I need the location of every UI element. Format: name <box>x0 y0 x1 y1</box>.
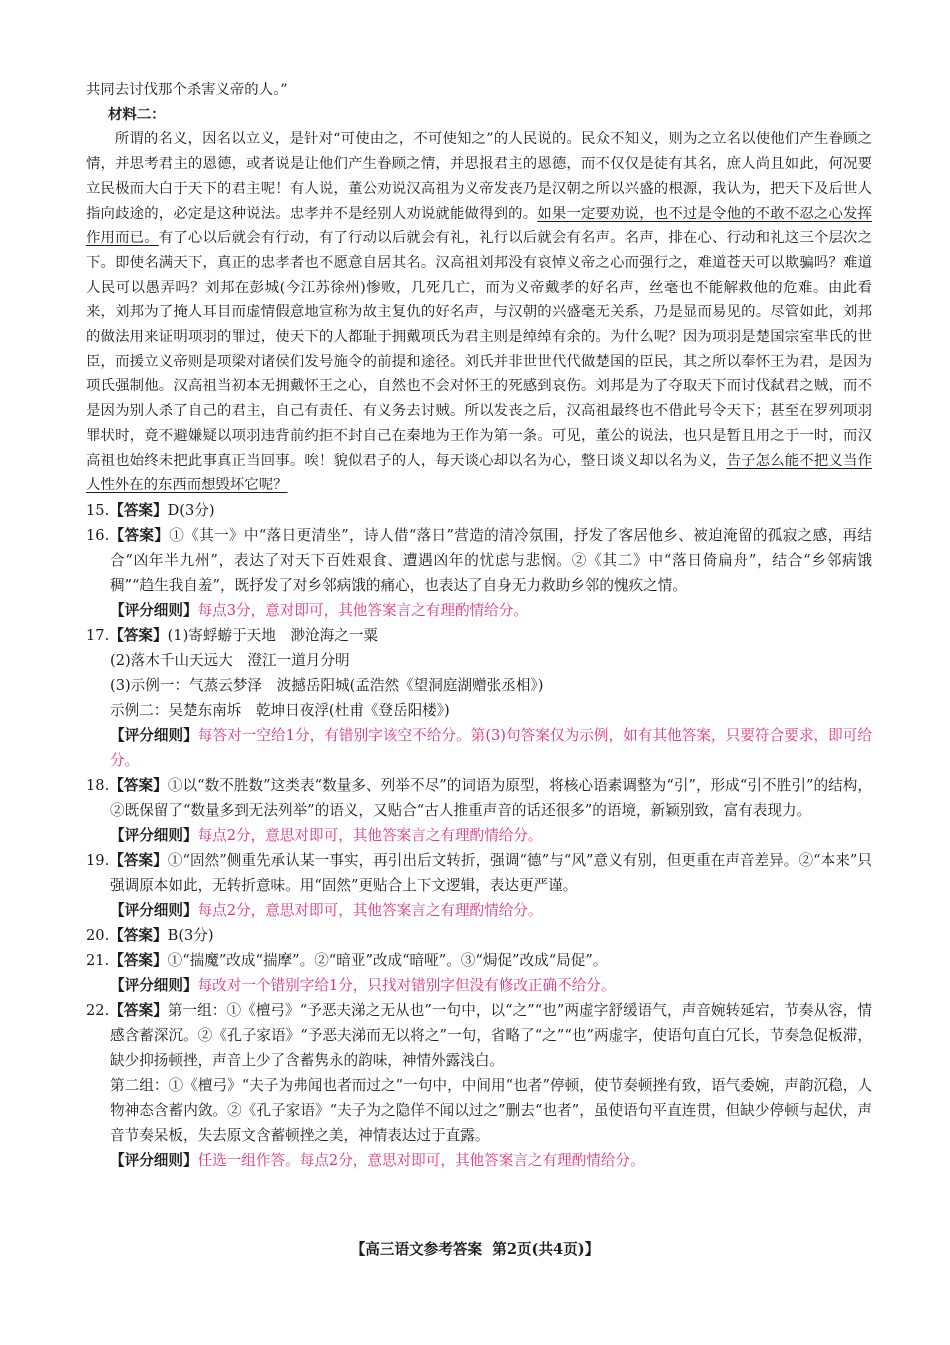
answer-tag: 【答案】 <box>109 851 168 869</box>
answer-tag: 【答案】 <box>109 501 168 519</box>
scoring-22 <box>110 1148 872 1173</box>
scoring-text: 每点2分，意思对即可，其他答案言之有理酌情给分。 <box>197 901 543 919</box>
answer-text: D(3分) <box>167 501 215 519</box>
answer-15 <box>86 498 872 523</box>
scoring-tag: 【评分细则】 <box>110 976 198 994</box>
material-text-part1: 所谓的名义，因名以立义，是针对“可使由之，不可使知之”的人民说的。民众不知义，则为之立名以使他们产生眷顾之情，并思考君主的恩德，或者说是让他们产生眷顾之情，并思报君主的恩德，而不仅仅是徒有其名，庶人尚且如此，何况要立民极而大白于天下的君主呢！有人说，董公劝说汉高祖为义帝发丧乃是汉朝之所以兴盛的根源，我认为，把天下及后世人指向歧途的，必定是这种说法。忠孝并不是经别人劝说就能做得到的。 <box>86 131 872 222</box>
scoring-18 <box>110 823 872 848</box>
answer-20 <box>86 923 872 948</box>
scoring-19 <box>110 898 872 923</box>
underlined-sentence-2: 告子怎么能不把义当作人性外在的东西而想毁坏它呢？ <box>86 452 872 494</box>
answer-17-line3: (3)示例一：气蒸云梦泽 波撼岳阳城(孟浩然《望洞庭湖赠张丞相》) <box>110 676 544 694</box>
answer-tag: 【答案】 <box>109 626 168 644</box>
answer-22-group2: 第二组：①《檀弓》“夫子为弗闻也者而过之”一句中，中间用“也者”停顿，使节奏顿挫有致，语气委婉，声韵沉稳，人物神态含蓄内敛。②《孔子家语》“夫子为之隐佯不闻以过之”删去“也者”，虽使语句平直连贯，但缺少停顿与起伏，声音节奏呆板，失去原文含蓄顿挫之美，神情表达过于直露。 <box>110 1076 872 1144</box>
question-number: 21. <box>86 951 110 969</box>
page-content <box>86 78 872 1173</box>
question-number: 16. <box>86 526 110 544</box>
question-number: 22. <box>86 1001 110 1019</box>
answer-text: ①《其一》中“落日更清坐”，诗人借“落日”营造的清冷氛围，抒发了客居他乡、被迫淹留的孤寂之感，再结合“凶年半九州”，表达了对天下百姓艰食、遭遇凶年的忧虑与悲悯。②《其二》中“落日倚扁舟”，结合“乡邻病饿稠”“趋生我自羞”，既抒发了对乡邻病饿的痛心，也表达了自身无力救助乡邻的愧疚之情。 <box>110 526 872 594</box>
scoring-tag: 【评分细则】 <box>110 901 198 919</box>
question-number: 19. <box>86 851 110 869</box>
footer-title: 【高三语文参考答案 <box>350 1241 483 1258</box>
answer-text: B(3分) <box>167 926 214 944</box>
page-footer <box>0 1238 950 1259</box>
question-number: 15. <box>86 501 110 519</box>
answer-text: ①“揣魔”改成“揣摩”。②“暗亚”改成“暗哑”。③“焗促”改成“局促”。 <box>167 951 608 969</box>
answer-17 <box>86 623 872 648</box>
continued-line: 共同去讨伐那个杀害义帝的人。” <box>86 82 288 98</box>
answer-text: ①“固然”侧重先承认某一事实，再引出后文转折，强调“德”与“风”意义有别，但更重在声音差异。②“本来”只强调原本如此，无转折意味。用“固然”更贴合上下文逻辑，表达更严谨。 <box>110 851 872 894</box>
answer-22 <box>86 998 872 1073</box>
scoring-21 <box>110 973 872 998</box>
answer-tag: 【答案】 <box>109 926 168 944</box>
material-paragraph <box>86 127 872 498</box>
answer-text: ①以“数不胜数”这类表“数量多、列举不尽”的词语为原型，将核心语素调整为“引”，形成“引不胜引”的结构，②既保留了“数量多到无法列举”的语义，又贴合“古人推重声音的话还很多”的语境，新颖别致，富有表现力。 <box>110 776 872 819</box>
answer-19 <box>86 848 872 898</box>
scoring-16 <box>110 598 872 623</box>
scoring-text: 每改对一个错别字给1分，只找对错别字但没有修改正确不给分。 <box>197 976 616 994</box>
answer-tag: 【答案】 <box>109 1001 168 1019</box>
scoring-text: 每点3分，意对即可，其他答案言之有理酌情给分。 <box>197 601 528 619</box>
question-number: 18. <box>86 776 110 794</box>
answer-group-1: 第一组：①《檀弓》“予恶夫涕之无从也”一句中，以“之”“也”两虚字舒缓语气，声音婉转延宕，节奏从容，情感含蓄深沉。②《孔子家语》“予恶夫涕而无以将之”一句，省略了“之”“也”两虚字，使语句直白冗长，节奏急促板滞，缺少抑扬顿挫，声音上少了含蓄隽永的韵味，神情外露浅白。 <box>110 1001 872 1069</box>
material-text-part2: 有了心以后就会有行动，有了行动以后就会有礼，礼行以后就会有名声。名声，排在心、行动和礼这三个层次之下。即使名满天下，真正的忠孝者也不愿意自居其名。汉高祖刘邦没有哀悼义帝之心而强行之，难道苍天可以欺骗吗？难道人民可以愚弄吗？刘邦在彭城(今江苏徐州)惨败，几死几亡，而为义帝戴孝的好名声，丝毫也不能解救他的危难。由此看来，刘邦为了掩人耳目而虚情假意地宣称为故主复仇的好名声，与汉朝的兴盛毫无关系，乃是显而易见的。尽管如此，刘邦的做法用来证明项羽的罪过，使天下的人都耻于拥戴项氏为君主则是绰绰有余的。为什么呢？因为项羽是楚国宗室芈氏的世臣，而援立义帝则是项梁对诸侯们发号施令的前提和途径。刘氏并非世世代代做楚国的臣民，其之所以奉怀王为君，是因为项氏强制他。汉高祖当初本无拥戴怀王之心，自然也不会对怀王的死感到哀伤。刘邦是为了夺取天下而讨伐弑君之贼，而不是因为别人杀了自己的君主，自己有责任、有义务去讨贼。所以发丧之后，汉高祖最终也不借此号令天下；甚至在罗列项羽罪状时，竟不避嫌疑以项羽违背前约拒不封自己在秦地为王作为第一条。可见，董公的说法，也只是暂且用之于一时，而汉高祖也始终未把此事真正当回事。唉！貌似君子的人，每天谈心却以名为心，整日谈义却以名为义， <box>86 230 872 469</box>
material-heading: 材料二： <box>108 105 166 123</box>
scoring-text: 每点2分，意思对即可，其他答案言之有理酌情给分。 <box>197 826 543 844</box>
scoring-text: 每答对一空给1分，有错别字该空不给分。第(3)句答案仅为示例，如有其他答案，只要符合要求，即可给分。 <box>110 726 872 769</box>
answer-tag: 【答案】 <box>109 526 170 544</box>
answer-17-line4: 示例二：吴楚东南坼 乾坤日夜浮(杜甫《登岳阳楼》) <box>110 701 450 719</box>
answer-16 <box>86 523 872 598</box>
answer-tag: 【答案】 <box>109 951 168 969</box>
scoring-tag: 【评分细则】 <box>110 826 198 844</box>
footer-page-number: 第2页(共4页)】 <box>492 1241 600 1258</box>
scoring-tag: 【评分细则】 <box>110 1151 198 1169</box>
answer-17-line2: (2)落木千山天远大 澄江一道月分明 <box>110 651 350 669</box>
underlined-sentence-1: 如果一定要劝说，也不过是令他的不敢不忍之心发挥作用而已。 <box>86 205 872 247</box>
question-number: 20. <box>86 926 110 944</box>
scoring-text: 任选一组作答。每点2分，意思对即可，其他答案言之有理酌情给分。 <box>197 1151 645 1169</box>
scoring-17 <box>110 723 872 773</box>
answer-line: (1)寄蜉蝣于天地 渺沧海之一粟 <box>167 626 379 644</box>
scoring-tag: 【评分细则】 <box>110 601 198 619</box>
answer-21 <box>86 948 872 973</box>
answer-18 <box>86 773 872 823</box>
answer-tag: 【答案】 <box>109 776 168 794</box>
question-number: 17. <box>86 626 110 644</box>
scoring-tag: 【评分细则】 <box>110 726 198 744</box>
